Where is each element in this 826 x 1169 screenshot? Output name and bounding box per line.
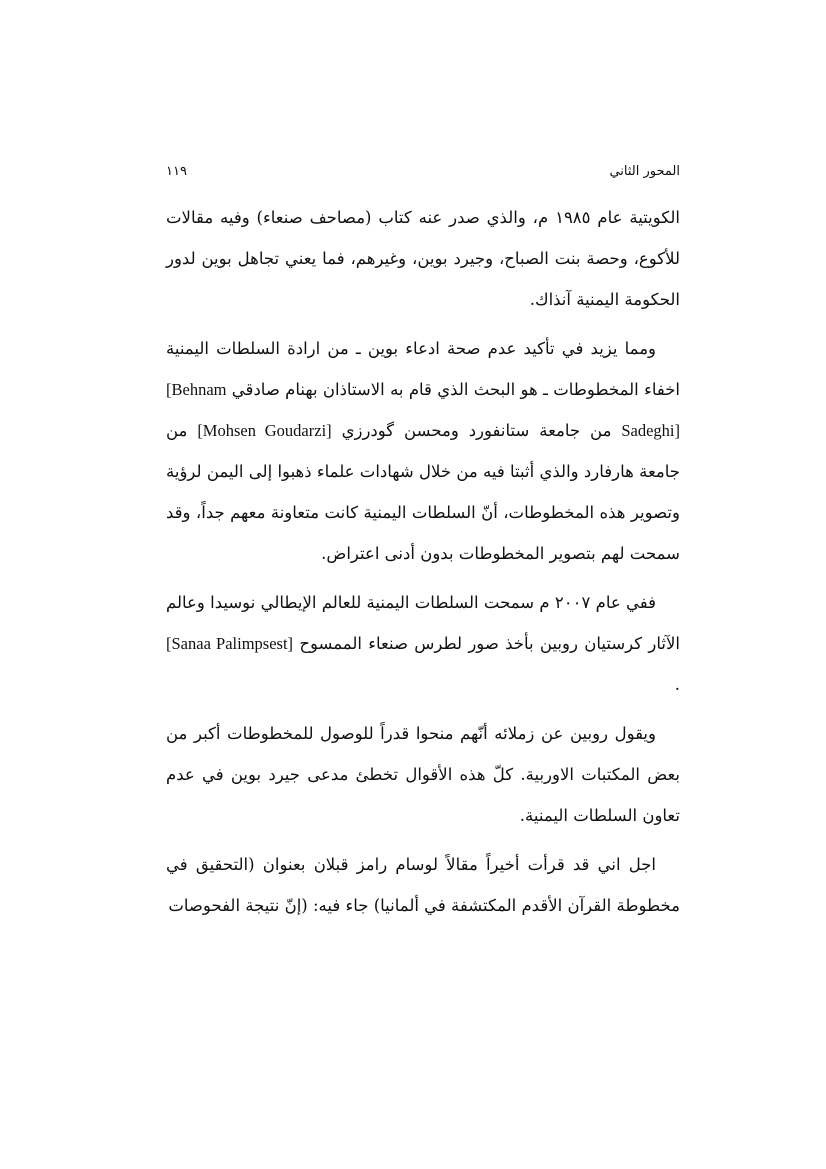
paragraph-2-text-middle: من جامعة ستانفورد ومحسن گودرزي [331,421,622,440]
paragraph-4 [166,713,680,836]
paragraph-5 [166,844,680,926]
running-header [166,164,680,186]
paragraph-1-text: الكويتية عام ١٩٨٥ م، والذي صدر عنه كتاب (مصاحف صنعاء) وفيه مقالات للأكوع، وحصة بنت الصباح، وجيرد بوين، وغيرهم، فما يعني تجاهل بوين لدور الحكومة اليمنية آنذاك. [166,208,680,309]
paragraph-2-text-end: من جامعة هارفارد والذي أثبتا فيه من خلال شهادات علماء ذهبوا إلى اليمن لرؤية وتصوير هذه المخطوطات، أنّ السلطات اليمنية كانت متعاونة معهم جداً، وقد سمحت لهم بتصوير المخطوطات بدون أدنى اعتراض. [166,421,680,563]
latin-term-sanaa-palimpsest: [Sanaa Palimpsest] [166,634,294,653]
paragraph-2-text-start: ومما يزيد في تأكيد عدم صحة ادعاء بوين ـ من ارادة السلطات اليمنية اخفاء المخطوطات ـ هو البحث الذي قام به الاستاذان بهنام صادقي [166,339,680,399]
paragraph-5-text: اجل اني قد قرأت أخيراً مقالاً لوسام رامز قبلان بعنوان (التحقيق في مخطوطة القرآن الأقدم المكتشفة في ألمانيا) جاء فيه: (إنّ نتيجة الفحوصات [166,855,680,915]
latin-name-behnam-sadeghi: [Behnam Sadeghi] [166,380,680,440]
paragraph-3 [166,582,680,705]
paragraph-1 [166,197,680,320]
paragraph-3-text-end: . [674,675,680,694]
running-title: المحور الثاني [609,164,680,179]
body-text [166,197,680,934]
paragraph-2 [166,328,680,574]
paragraph-4-text: ويقول روبين عن زملائه أنّهم منحوا قدراً للوصول للمخطوطات أكبر من بعض المكتبات الاوربية. كلّ هذه الأقوال تخطئ مدعى جيرد بوين في عدم تعاون السلطات اليمنية. [166,724,680,825]
latin-name-mohsen-goudarzi: [Mohsen Goudarzi] [197,421,332,440]
page-number: ١١٩ [166,164,187,179]
paragraph-3-text-start: ففي عام ٢٠٠٧ م سمحت السلطات اليمنية للعالم الإيطالي نوسيدا وعالم الآثار كرستيان روبين بأخذ صور لطرس صنعاء الممسوح [166,593,681,653]
